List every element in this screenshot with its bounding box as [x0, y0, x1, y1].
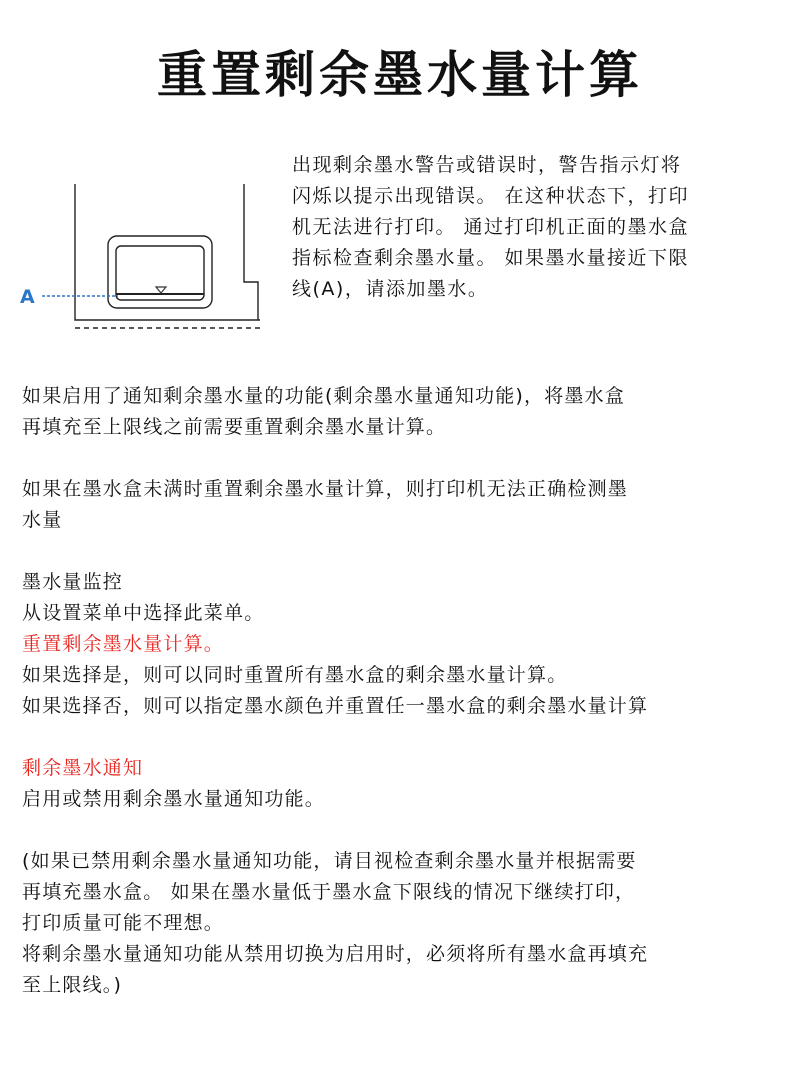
paragraph2-line: 如果在墨水盒未满时重置剩余墨水量计算，则打印机无法正确检测墨: [22, 478, 629, 500]
intro-line: 指标检查剩余墨水量。 如果墨水量接近下限: [292, 247, 690, 269]
paragraph2-line: 水量: [22, 509, 63, 531]
section2-line1: 启用或禁用剩余墨水量通知功能。: [22, 788, 326, 810]
section1-line1: 从设置菜单中选择此菜单。: [22, 602, 265, 624]
page-title: 重置剩余墨水量计算: [157, 46, 643, 104]
paragraph1-line: 如果启用了通知剩余墨水量的功能(剩余墨水量通知功能)，将墨水盒: [22, 385, 626, 407]
section1-line2: 如果选择是，则可以同时重置所有墨水盒的剩余墨水量计算。: [22, 664, 568, 686]
note-line: (如果已禁用剩余墨水量通知功能，请目视检查剩余墨水量并根据需要: [22, 850, 637, 872]
note-line: 将剩余墨水量通知功能从禁用切换为启用时，必须将所有墨水盒再填充: [22, 943, 649, 965]
intro-paragraph: [292, 150, 772, 305]
intro-line: 闪烁以提示出现错误。 在这种状态下，打印: [292, 185, 690, 207]
section1-line3: 如果选择否，则可以指定墨水颜色并重置任一墨水盒的剩余墨水量计算: [22, 695, 649, 717]
arrow-mark-icon: [156, 287, 166, 293]
paragraph1-line: 再填充至上限线之前需要重置剩余墨水量计算。: [22, 416, 447, 438]
callout-a-label: A: [20, 286, 35, 308]
intro-line: 出现剩余墨水警告或错误时，警告指示灯将: [292, 154, 682, 176]
intro-line: 机无法进行打印。 通过打印机正面的墨水盒: [292, 216, 690, 238]
section1-heading: 墨水量监控: [22, 571, 124, 593]
body-text: [22, 381, 792, 1001]
note-line: 打印质量可能不理想。: [22, 912, 225, 934]
section2-red-heading: 剩余墨水通知: [22, 757, 144, 779]
printer-side-outline: [244, 184, 258, 320]
ink-tank-illustration: [20, 170, 270, 340]
note-line: 至上限线。): [22, 974, 123, 996]
ink-tank-outer: [108, 236, 212, 308]
intro-line: 线(A)，请添加墨水。: [292, 278, 489, 300]
note-line: 再填充墨水盒。 如果在墨水量低于墨水盒下限线的情况下继续打印，: [22, 881, 636, 903]
section1-red-item: 重置剩余墨水量计算。: [22, 633, 225, 655]
